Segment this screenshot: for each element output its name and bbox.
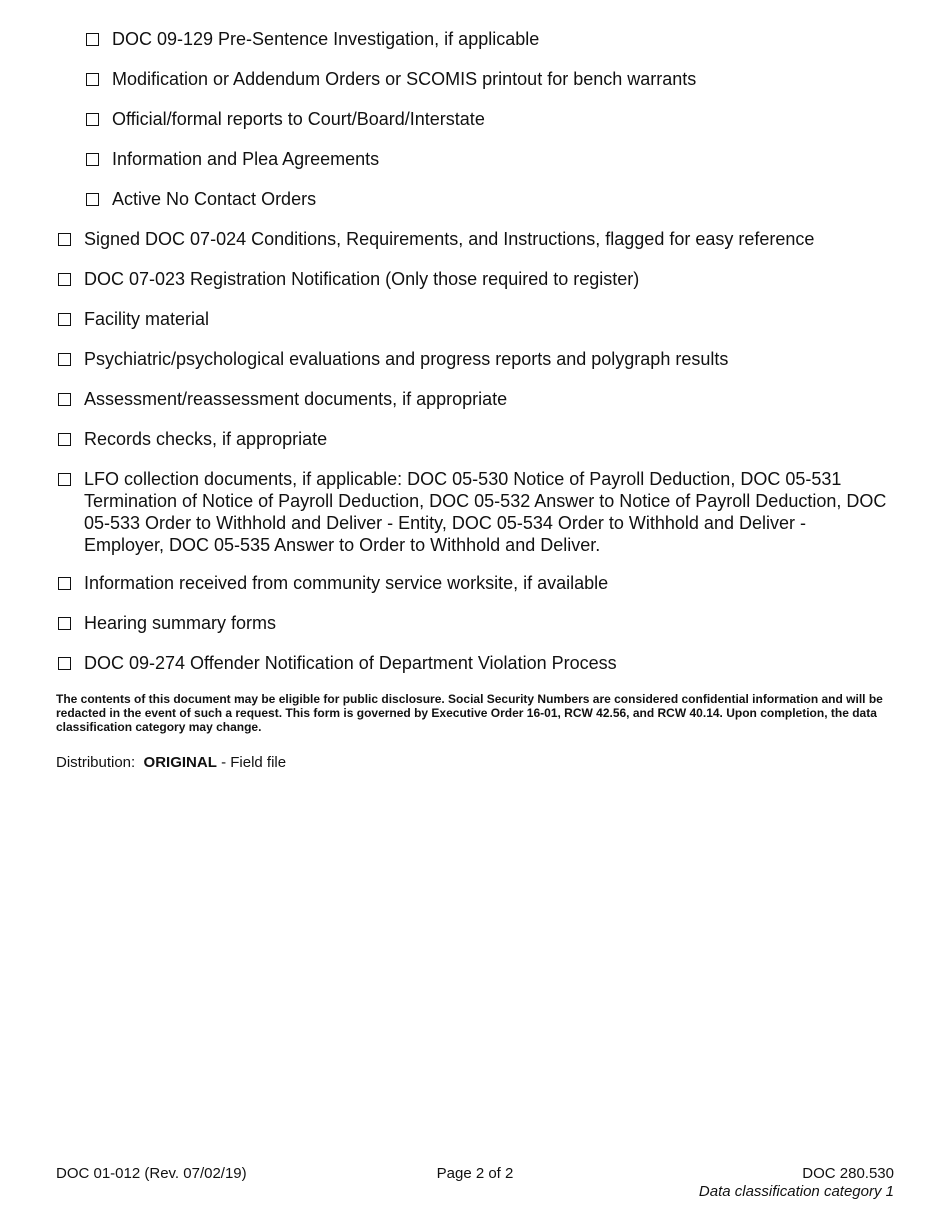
checkbox-psychiatric-evaluations[interactable] [58, 353, 71, 366]
checklist-item-label: Active No Contact Orders [112, 189, 317, 209]
checklist-item [84, 388, 507, 410]
checklist-sub-item [112, 108, 485, 130]
checkbox-pre-sentence[interactable] [86, 33, 99, 46]
checklist-item-label: LFO collection documents, if applicable: DOC 05-530 Notice of Payroll Deduction, DOC 05-531 Termination of Notice of Payroll Deduction, DOC 05-532 Answer to Notice of Payroll Deduction, DOC 05-533 Order to Withhold and Deliver - Entity, DOC 05-534 Order to Withhold and Deliver - Employer, DOC 05-535 Answer to Order to Withhold and Deliver. [84, 469, 887, 555]
distribution-copy: ORIGINAL [143, 754, 217, 771]
checkbox-signed-conditions[interactable] [58, 233, 71, 246]
distribution-label: Distribution: [56, 754, 136, 771]
checkbox-registration-notification[interactable] [58, 273, 71, 286]
checklist-item [84, 308, 209, 330]
checklist-sub-item [112, 68, 696, 90]
checklist-sub-item [112, 188, 316, 210]
policy-number: DOC 280.530 [802, 1165, 894, 1182]
checklist-item-label: Official/formal reports to Court/Board/Interstate [112, 109, 485, 129]
checklist-item-label: Facility material [84, 309, 210, 329]
checklist-item-label: DOC 07-023 Registration Notification (Only those required to register) [84, 269, 640, 289]
checklist-item-label: DOC 09-274 Offender Notification of Department Violation Process [84, 653, 617, 673]
checkbox-assessment-documents[interactable] [58, 393, 71, 406]
checkbox-plea-agreements[interactable] [86, 153, 99, 166]
checklist-item [84, 228, 814, 250]
checklist-item [84, 612, 276, 634]
checklist-item-label: Assessment/reassessment documents, if appropriate [84, 389, 508, 409]
checklist-item-label: Information received from community service worksite, if available [84, 573, 609, 593]
checklist-item-label: Information and Plea Agreements [112, 149, 380, 169]
checklist-item [84, 268, 639, 290]
distribution-line [56, 753, 286, 773]
checklist-item [84, 652, 617, 674]
checklist-item [84, 572, 608, 594]
checkbox-records-checks[interactable] [58, 433, 71, 446]
checkbox-modification-orders[interactable] [86, 73, 99, 86]
checkbox-facility-material[interactable] [58, 313, 71, 326]
checklist-item-label: Psychiatric/psychological evaluations and progress reports and polygraph results [84, 349, 729, 369]
checklist-item-label: Signed DOC 07-024 Conditions, Requirements, and Instructions, flagged for easy reference [84, 229, 815, 249]
checklist-sub-item [112, 148, 379, 170]
checklist-item-label: Records checks, if appropriate [84, 429, 328, 449]
page-number: Page 2 of 2 [436, 1165, 514, 1182]
checklist-item [84, 428, 327, 450]
checkbox-hearing-summary[interactable] [58, 617, 71, 630]
disclosure-notice: The contents of this document may be eligible for public disclosure. Social Security Numbers are considered confidential information and will be redacted in the event of such a request. This form is governed by Executive Order 16-01, RCW 42.56, and RCW 40.14. Upon completion, the data classification category may change. [56, 692, 883, 734]
checklist-sub-item [112, 28, 539, 50]
checklist-item [84, 468, 889, 556]
checklist-item-label: DOC 09-129 Pre-Sentence Investigation, if applicable [112, 29, 540, 49]
form-number: DOC 01-012 (Rev. 07/02/19) [56, 1165, 247, 1182]
checkbox-community-service[interactable] [58, 577, 71, 590]
checkbox-official-reports[interactable] [86, 113, 99, 126]
checklist-item-label: Hearing summary forms [84, 613, 277, 633]
checkbox-lfo-collection[interactable] [58, 473, 71, 486]
checkbox-no-contact-orders[interactable] [86, 193, 99, 206]
distribution-destination: - Field file [221, 754, 287, 771]
checklist-item-label: Modification or Addendum Orders or SCOMIS printout for bench warrants [112, 69, 697, 89]
data-classification: Data classification category 1 [698, 1183, 894, 1200]
checklist-item [84, 348, 728, 370]
checkbox-violation-process[interactable] [58, 657, 71, 670]
